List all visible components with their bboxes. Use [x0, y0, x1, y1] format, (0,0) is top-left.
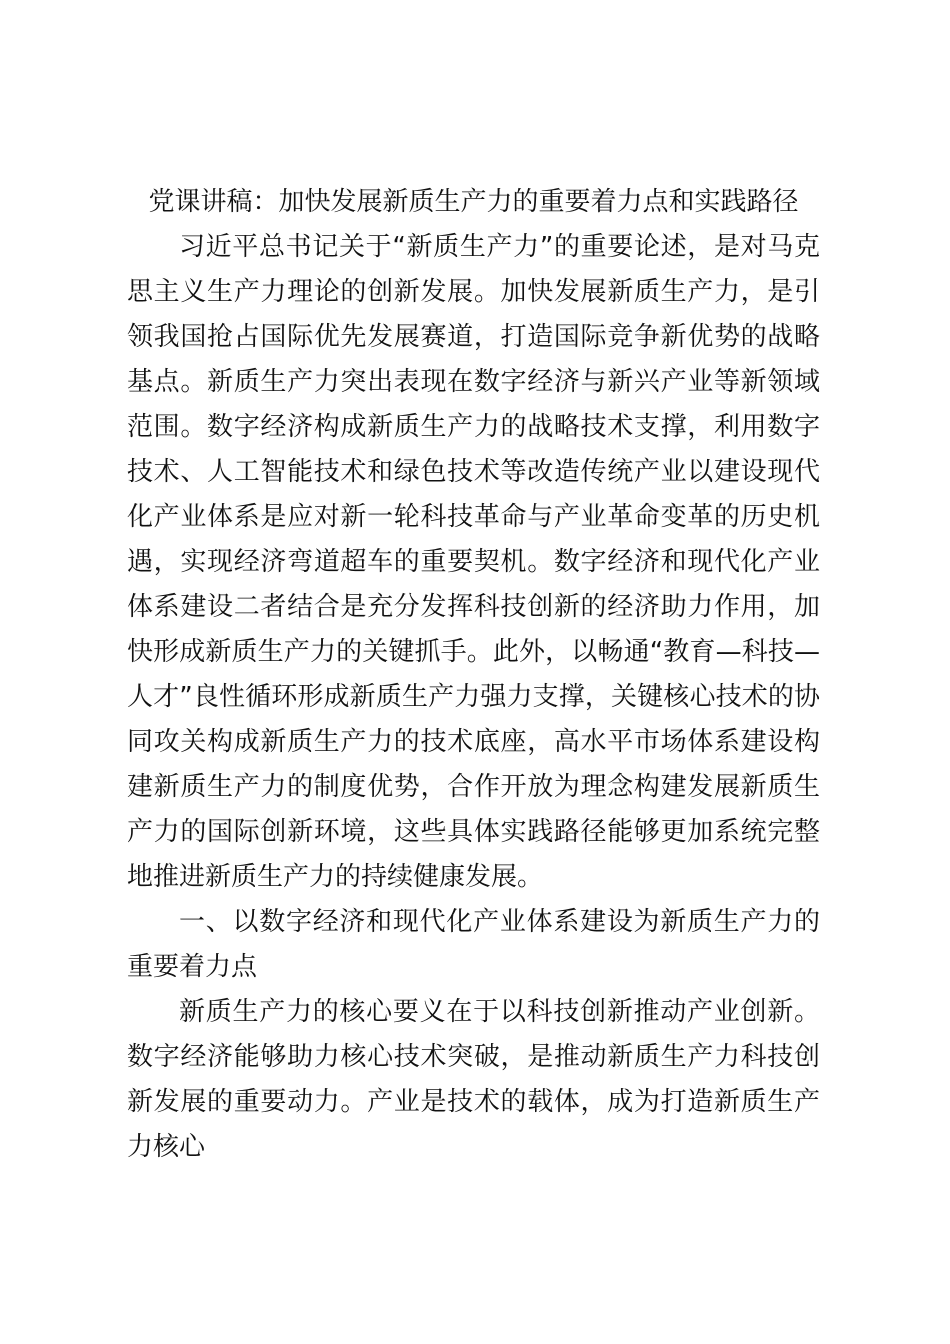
section-paragraph: 新质生产力的核心要义在于以科技创新推动产业创新。数字经济能够助力核心技术突破，是推动新质生产力科技创新发展的重要动力。产业是技术的载体，成为打造新质生产力核心 [127, 997, 820, 1162]
intro-paragraph: 习近平总书记关于“新质生产力”的重要论述，是对马克思主义生产力理论的创新发展。加快发展新质生产力，是引领我国抢占国际优先发展赛道，打造国际竞争新优势的战略基点。新质生产力突出表现在数字经济与新兴产业等新领域范围。数字经济构成新质生产力的战略技术支撑，利用数字技术、人工智能技术和绿色技术等改造传统产业以建设现代化产业体系是应对新一轮科技革命与产业革命变革的历史机遇，实现经济弯道超车的重要契机。数字经济和现代化产业体系建设二者结合是充分发挥科技创新的经济助力作用，加快形成新质生产力的关键抓手。此外，以畅通“教育—科技—人才”良性循环形成新质生产力强力支撑，关键核心技术的协同攻关构成新质生产力的技术底座，高水平市场体系建设构建新质生产力的制度优势，合作开放为理念构建发展新质生产力的国际创新环境，这些具体实践路径能够更加系统完整地推进新质生产力的持续健康发展。 [127, 232, 820, 892]
section-heading: 一、以数字经济和现代化产业体系建设为新质生产力的重要着力点 [127, 907, 820, 982]
document-title: 党课讲稿：加快发展新质生产力的重要着力点和实践路径 [148, 187, 799, 217]
document-body [127, 180, 820, 1170]
